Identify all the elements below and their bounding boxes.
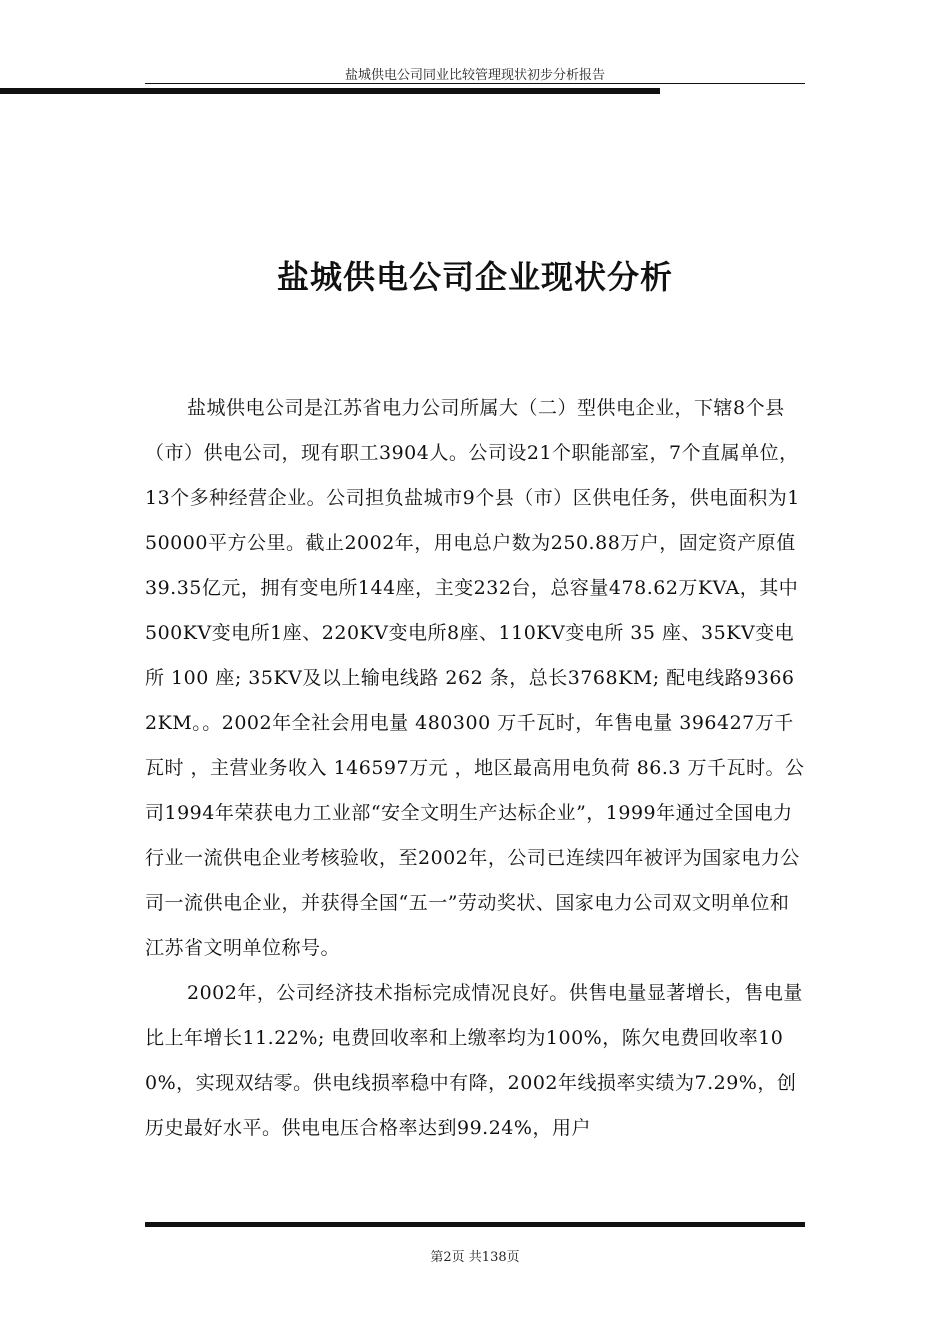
header-rule-thick	[0, 88, 660, 94]
document-title: 盐城供电公司企业现状分析	[276, 258, 673, 296]
document-body	[145, 386, 805, 1151]
header-rule-thin	[145, 83, 805, 84]
page-number: 第2页 共138页	[430, 1250, 520, 1265]
running-header: 盐城供电公司同业比较管理现状初步分析报告	[344, 68, 605, 83]
footer-rule	[145, 1222, 805, 1227]
paragraph-2002-performance: 2002年，公司经济技术指标完成情况良好。供售电量显著增长，售电量比上年增长11.22%; 电费回收率和上缴率均为100%，陈欠电费回收率100%，实现双结零。供电线损率稳中有降，2002年线损率实绩为7.29%，创历史最好水平。供电电压合格率达到99.24%，用户	[145, 982, 803, 1139]
paragraph-company-overview: 盐城供电公司是江苏省电力公司所属大（二）型供电企业，下辖8个县（市）供电公司，现有职工3904人。公司设21个职能部室，7个直属单位，13个多种经营企业。公司担负盐城市9个县（市）区供电任务，供电面积为150000平方公里。截止2002年，用电总户数为250.88万户，固定资产原值39.35亿元，拥有变电所144座，主变232台，总容量478.62万KVA，其中500KV变电所1座、220KV变电所8座、110KV变电所 35 座、35KV变电所 100 座; 35KV及以上输电线路 262 条，总长3768KM; 配电线路93662KM。。2002年全社会用电量 480300 万千瓦时，年售电量 396427万千瓦时 ，主营业务收入 146597万元 ，地区最高用电负荷 86.3 万千瓦时。公司1994年荣获电力工业部“安全文明生产达标企业”，1999年通过全国电力行业一流供电企业考核验收，至2002年，公司已连续四年被评为国家电力公司一流供电企业，并获得全国“五一”劳动奖状、国家电力公司双文明单位和江苏省文明单位称号。	[145, 397, 805, 959]
